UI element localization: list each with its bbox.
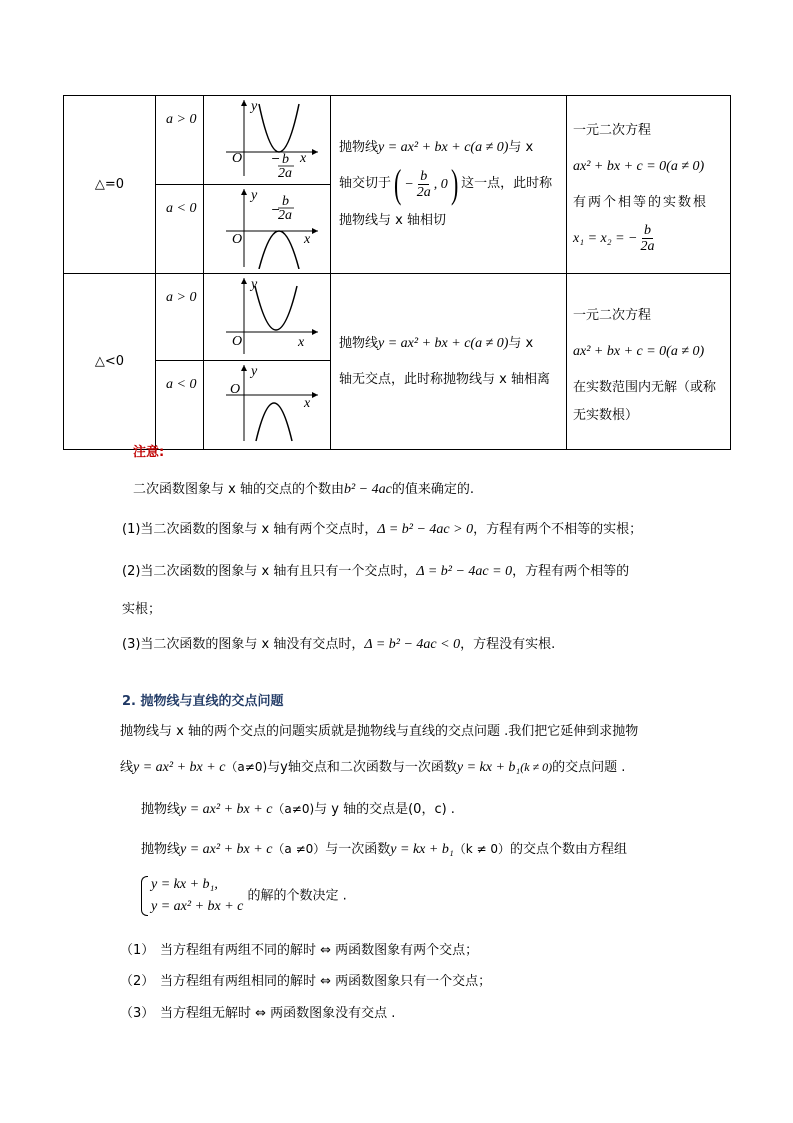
- x-label: x: [300, 151, 307, 166]
- list-item-number: （2）: [120, 974, 155, 989]
- system-eq-1: y = kx + b₁,: [151, 877, 218, 892]
- y-label: y: [251, 99, 258, 114]
- frac-num: b: [282, 152, 289, 167]
- eq-line-2: ax² + bx + c = 0(a ≠ 0): [573, 343, 705, 359]
- graph-cell: [204, 185, 331, 274]
- para-text: 与y轴交点和二次函数与一次函数: [267, 760, 457, 775]
- y-arrow: [241, 100, 247, 106]
- condition: （a≠0): [272, 802, 315, 816]
- para-text: 的交点问题 .: [552, 760, 626, 775]
- note-text: ，方程没有实根.: [460, 637, 556, 652]
- origin-label: O: [232, 232, 243, 247]
- delta-lt-cell: [64, 274, 156, 450]
- note-title: 注意:: [133, 445, 165, 460]
- discriminant-formula: Δ = b² − 4ac > 0: [377, 522, 474, 537]
- list-item-text: 当方程组有两组相同的解时 ⇔ 两函数图象只有一个交点；: [160, 974, 492, 989]
- graph-cell: [204, 361, 331, 450]
- desc-line-1: [339, 130, 558, 166]
- y-label: y: [251, 277, 258, 292]
- condition: （a≠0): [225, 760, 268, 774]
- note-line-1: [122, 518, 642, 538]
- delta-eq-label: △=0: [94, 177, 125, 192]
- x-arrow: [312, 228, 318, 234]
- eq-line-3: 有两个相等的实数根: [573, 194, 709, 210]
- frac-den: 2a: [278, 208, 292, 223]
- note-line-2-cont: 实根；: [122, 602, 162, 617]
- a-positive-cell: [156, 96, 204, 185]
- y-arrow: [241, 278, 247, 284]
- neg-sign: −: [271, 152, 281, 165]
- frac-num: b: [644, 222, 652, 238]
- parabola-formula: y = ax² + bx + c: [180, 842, 273, 857]
- condition: （k ≠ 0）: [453, 842, 510, 856]
- desc-line-2: 轴无交点，此时称抛物线与 x 轴相离: [339, 371, 550, 387]
- list-item: [120, 1002, 395, 1021]
- note-line-3: [122, 633, 555, 653]
- discriminant-formula: Δ = b² − 4ac < 0: [364, 637, 461, 652]
- note-text: (2)当二次函数的图象与 x 轴有且只有一个交点时，: [122, 564, 417, 579]
- condition: (k ≠ 0): [520, 760, 553, 774]
- a-negative-label: a < 0: [166, 377, 197, 392]
- tangent-point: ( − $\frac{b}{2a}$ , 0): [394, 161, 459, 207]
- delta-lt-label: △<0: [94, 354, 125, 369]
- eq-line-4: [573, 221, 724, 257]
- note-text: ，方程有两个相等的: [512, 564, 630, 579]
- note-text: (3)当二次函数的图象与 x 轴没有交点时，: [122, 637, 365, 652]
- parabola-above-graph: [204, 274, 330, 356]
- parabola-tangent-down-graph: [204, 185, 330, 269]
- a-positive-label: a > 0: [166, 290, 197, 305]
- desc-text: 与 x: [508, 335, 534, 351]
- graph-cell: [204, 96, 331, 185]
- a-negative-label: a < 0: [166, 201, 197, 216]
- linear-formula: y = kx + b₁: [390, 842, 454, 857]
- x-label: x: [298, 335, 305, 350]
- desc-line-2: [339, 161, 558, 207]
- desc-text: 轴交切于: [339, 176, 392, 192]
- section-2-title: 2. 抛物线与直线的交点问题: [122, 694, 284, 709]
- eq-line-4: 无实数根）: [573, 407, 639, 423]
- list-item-number: （3）: [120, 1006, 155, 1021]
- frac-num: b: [282, 194, 289, 209]
- roots-formula: x₁ = x₂ = −: [573, 230, 638, 246]
- y-label: y: [251, 188, 258, 203]
- condition: （a ≠0）: [272, 842, 326, 856]
- linear-formula: y = kx + b₁: [456, 760, 521, 775]
- equation-system-line: [141, 874, 347, 918]
- origin-label: O: [232, 151, 243, 166]
- eq-line-2: ax² + bx + c = 0(a ≠ 0): [573, 158, 705, 174]
- list-item-number: （1）: [120, 943, 155, 958]
- note-line-2: [122, 560, 629, 580]
- parabola-curve: [259, 231, 299, 269]
- desc-line-1: [339, 326, 558, 362]
- para-text: 抛物线: [141, 802, 181, 817]
- note-text: ，方程有两个不相等的实根；: [473, 522, 643, 537]
- list-item: [120, 970, 491, 989]
- a-negative-cell: [156, 361, 204, 450]
- y-arrow: [241, 189, 247, 195]
- eq-line-1: 一元二次方程: [573, 122, 652, 138]
- note-text: (1)当二次函数的图象与 x 轴有两个交点时，: [122, 522, 378, 537]
- section-2-paragraph-1: 抛物线与 x 轴的两个交点的问题实质就是抛物线与直线的交点问题 .我们把它延伸到求抛物: [120, 724, 639, 739]
- eq-line-1: 一元二次方程: [573, 307, 652, 323]
- frac-den: 2a: [640, 238, 655, 254]
- desc-text: 与 x: [508, 140, 534, 156]
- parabola-tangent-up-graph: [204, 96, 330, 180]
- x-arrow: [312, 329, 318, 335]
- graph-cell: [204, 274, 331, 361]
- section-2-paragraph-4: [141, 838, 627, 858]
- parabola-formula: y = ax² + bx + c: [180, 802, 273, 817]
- x-arrow: [312, 392, 318, 398]
- list-item-text: 当方程组无解时 ⇔ 两函数图象没有交点 .: [160, 1006, 396, 1021]
- origin-label: O: [232, 334, 243, 349]
- eq-line-3: 在实数范围内无解（或称: [573, 379, 717, 395]
- para-text: 线: [120, 760, 134, 775]
- origin-label: O: [230, 382, 241, 397]
- frac-num: b: [420, 168, 428, 184]
- y-arrow: [241, 365, 247, 371]
- para-text: 的交点个数由方程组: [509, 842, 627, 857]
- a-negative-cell: [156, 185, 204, 274]
- delta-eq-cell: [64, 96, 156, 274]
- desc-text: 这一点，此时称: [461, 176, 553, 192]
- eq-eq-cell: [567, 96, 731, 274]
- parabola-curve: [256, 403, 292, 441]
- system-eq-2: y = ax² + bx + c: [151, 899, 244, 914]
- desc-eq-cell: [331, 96, 567, 274]
- point-tail: , 0: [433, 176, 448, 192]
- system-tail-text: 的解的个数决定 .: [247, 888, 347, 904]
- section-2-paragraph-2: [120, 756, 625, 776]
- desc-text: 抛物线: [339, 335, 379, 351]
- a-positive-label: a > 0: [166, 112, 197, 127]
- parabola-formula: y = ax² + bx + c(a ≠ 0): [378, 335, 509, 351]
- desc-text: 抛物线: [339, 140, 379, 156]
- note-line-0: [133, 478, 474, 498]
- list-item-text: 当方程组有两组不同的解时 ⇔ 两函数图象有两个交点；: [160, 943, 479, 958]
- a-positive-cell: [156, 274, 204, 361]
- x-label: x: [304, 232, 311, 247]
- parabola-below-graph: [204, 361, 330, 445]
- eq-lt-cell: [567, 274, 731, 450]
- parabola-curve: [259, 104, 299, 152]
- section-2-paragraph-3: [141, 798, 455, 818]
- frac-den: 2a: [416, 184, 431, 200]
- parabola-curve: [255, 286, 297, 330]
- list-item: [120, 939, 478, 958]
- x-label: x: [304, 396, 311, 411]
- parabola-formula: y = ax² + bx + c: [133, 760, 226, 775]
- y-label: y: [251, 364, 258, 379]
- discriminant-table: [63, 95, 731, 450]
- discriminant-formula: b² − 4ac: [343, 482, 392, 497]
- desc-line-3: [339, 203, 558, 239]
- desc-lt-cell: [331, 274, 567, 450]
- x-arrow: [312, 149, 318, 155]
- para-text: 与一次函数: [325, 842, 391, 857]
- equation-system: [141, 874, 243, 918]
- discriminant-formula: Δ = b² − 4ac = 0: [416, 564, 513, 579]
- note-text: 二次函数图象与 x 轴的交点的个数由: [133, 482, 344, 497]
- neg-sign: −: [271, 203, 281, 216]
- frac-den: 2a: [278, 166, 292, 180]
- para-text: 抛物线: [141, 842, 181, 857]
- desc-text: 抛物线与 x 轴相切: [339, 212, 446, 228]
- parabola-formula: y = ax² + bx + c(a ≠ 0): [378, 140, 509, 156]
- para-text: 与 y 轴的交点是(0，c) .: [314, 802, 455, 817]
- note-text: 的值来确定的.: [391, 482, 474, 497]
